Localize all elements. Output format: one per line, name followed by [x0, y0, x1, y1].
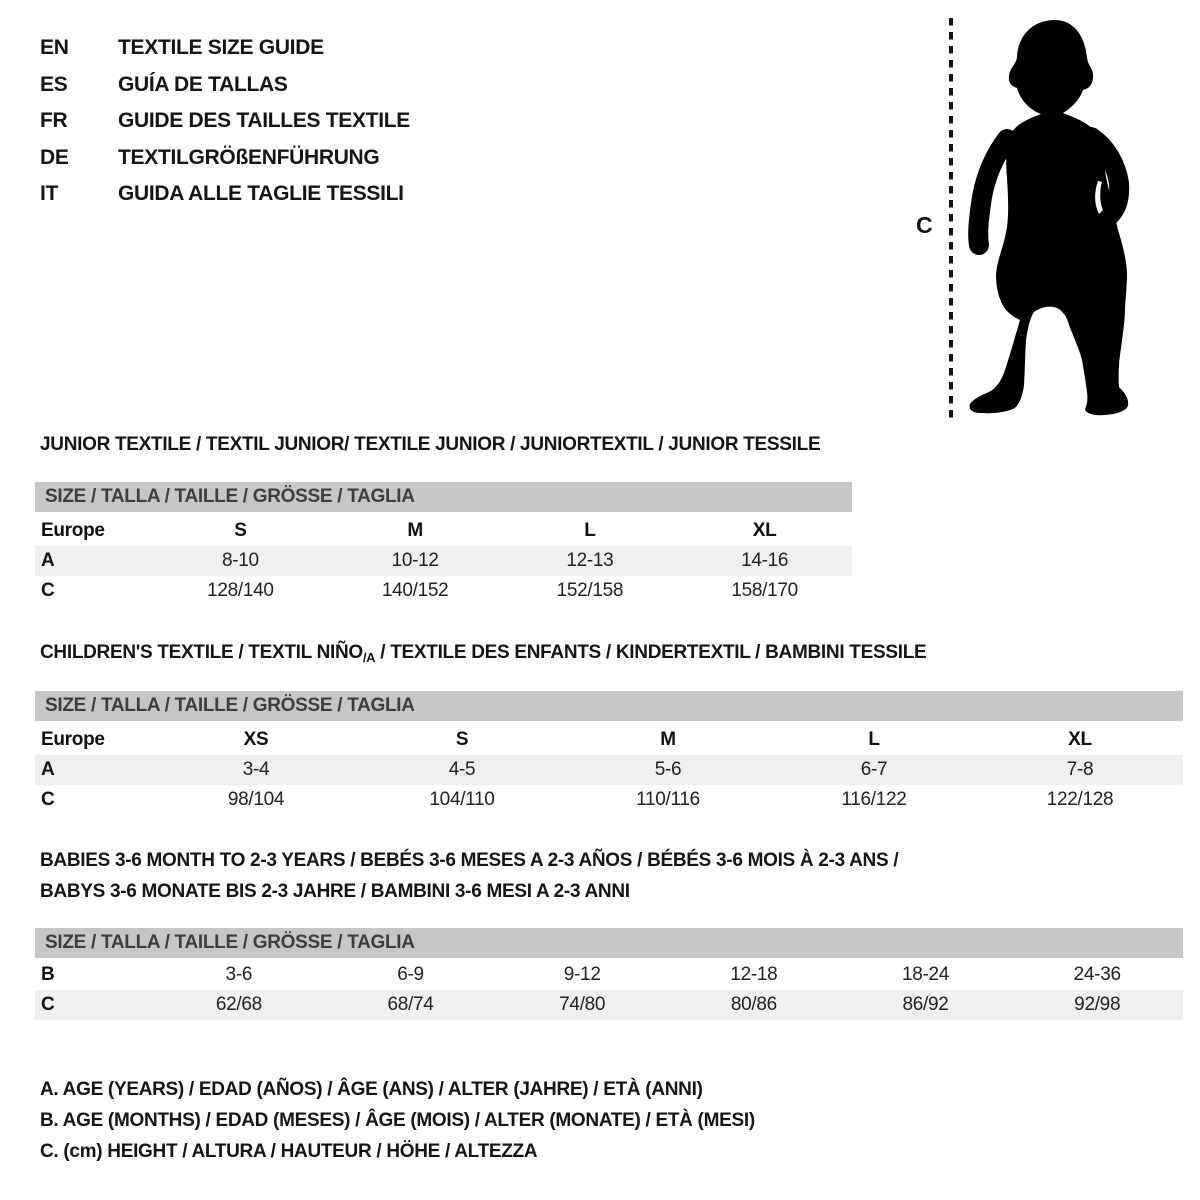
- children-title-subscript: /A: [362, 650, 376, 665]
- table-cell: 12-18: [730, 964, 778, 985]
- list-item: [40, 103, 410, 140]
- row-label: C: [41, 789, 55, 810]
- children-title-text: CHILDREN'S TEXTILE / TEXTIL NIÑO: [40, 642, 363, 663]
- list-item: [40, 140, 410, 177]
- measurement-legend: [40, 1074, 755, 1167]
- table-cell: 104/110: [429, 789, 495, 810]
- height-dashed-line: [947, 16, 955, 418]
- row-label: C: [41, 580, 55, 601]
- table-cell: 128/140: [207, 580, 274, 601]
- size-header-bar: SIZE / TALLA / TAILLE / GRÖSSE / TAGLIA: [35, 691, 1183, 721]
- column-header: S: [234, 520, 247, 541]
- row-label: B: [41, 964, 55, 985]
- table-row: [35, 546, 852, 576]
- column-header: XS: [243, 729, 269, 750]
- junior-section-title: JUNIOR TEXTILE / TEXTIL JUNIOR/ TEXTILE JUNIOR / JUNIORTEXTIL / JUNIOR TESSILE: [40, 434, 821, 455]
- table-cell: 24-36: [1073, 964, 1121, 985]
- column-header: M: [660, 729, 676, 750]
- legend-line-a: A. AGE (YEARS) / EDAD (AÑOS) / ÂGE (ANS) / ALTER (JAHRE) / ETÀ (ANNI): [40, 1079, 703, 1100]
- height-measure-label: C: [916, 212, 933, 238]
- row-label: A: [41, 550, 55, 571]
- table-cell: 6-7: [860, 759, 888, 780]
- table-cell: 9-12: [563, 964, 601, 985]
- table-row: [35, 785, 1183, 815]
- children-size-table: [35, 691, 1183, 815]
- row-label: Europe: [41, 520, 105, 541]
- table-cell: 5-6: [654, 759, 682, 780]
- table-row: [35, 725, 1183, 755]
- legend-line-b: B. AGE (MONTHS) / EDAD (MESES) / ÂGE (MOIS) / ALTER (MONATE) / ETÀ (MESI): [40, 1110, 755, 1131]
- list-item: [40, 67, 410, 104]
- babies-section-title: [40, 845, 898, 907]
- babies-title-line2: BABYS 3-6 MONATE BIS 2-3 JAHRE / BAMBINI 3-6 MESI A 2-3 ANNI: [40, 881, 630, 902]
- table-row: [35, 755, 1183, 785]
- language-code: DE: [40, 145, 69, 169]
- size-header-bar: SIZE / TALLA / TAILLE / GRÖSSE / TAGLIA: [35, 928, 1183, 958]
- table-cell: 18-24: [901, 964, 950, 985]
- table-cell: 4-5: [448, 759, 476, 780]
- column-header: XL: [752, 520, 777, 541]
- language-code: ES: [40, 72, 68, 96]
- children-section-title: [40, 642, 926, 665]
- size-header-bar: SIZE / TALLA / TAILLE / GRÖSSE / TAGLIA: [35, 482, 852, 512]
- table-cell: 98/104: [227, 789, 285, 810]
- guide-title: GUIDA ALLE TAGLIE TESSILI: [118, 182, 404, 206]
- table-cell: 80/86: [730, 994, 777, 1015]
- table-cell: 152/158: [556, 580, 624, 601]
- table-cell: 86/92: [902, 994, 949, 1015]
- babies-title-line1: BABIES 3-6 MONTH TO 2-3 YEARS / BEBÉS 3-6 MESES A 2-3 AÑOS / BÉBÉS 3-6 MOIS À 2-3 ANS /: [40, 850, 899, 871]
- table-cell: 12-13: [566, 550, 614, 571]
- list-item: [40, 176, 410, 213]
- table-cell: 7-8: [1066, 759, 1094, 780]
- toddler-silhouette: [955, 15, 1145, 420]
- babies-size-table: [35, 928, 1183, 1020]
- column-header: L: [584, 520, 596, 541]
- language-code: FR: [40, 109, 68, 133]
- row-label: C: [41, 994, 55, 1015]
- table-cell: 110/116: [636, 789, 700, 810]
- guide-title: TEXTILE SIZE GUIDE: [118, 36, 324, 60]
- list-item: [40, 30, 410, 67]
- column-header: L: [868, 729, 880, 750]
- children-title-text: / TEXTILE DES ENFANTS / KINDERTEXTIL / BAMBINI TESSILE: [375, 642, 927, 663]
- table-row: [35, 990, 1183, 1020]
- table-row: [35, 960, 1183, 990]
- language-code: IT: [40, 182, 59, 206]
- table-cell: 74/80: [559, 994, 606, 1015]
- table-cell: 3-6: [225, 964, 253, 985]
- language-title-list: [40, 30, 410, 213]
- table-cell: 10-12: [391, 550, 439, 571]
- column-header: S: [455, 729, 469, 750]
- legend-line-c: C. (cm) HEIGHT / ALTURA / HAUTEUR / HÖHE / ALTEZZA: [40, 1141, 538, 1162]
- table-cell: 122/128: [1046, 789, 1114, 810]
- table-cell: 3-4: [242, 759, 270, 780]
- row-label: Europe: [41, 729, 105, 750]
- table-cell: 92/98: [1074, 994, 1121, 1015]
- table-cell: 116/122: [841, 789, 907, 810]
- table-cell: 8-10: [221, 550, 259, 571]
- table-cell: 68/74: [387, 994, 434, 1015]
- table-cell: 14-16: [741, 550, 789, 571]
- table-cell: 62/68: [215, 994, 262, 1015]
- table-row: [35, 576, 852, 606]
- table-cell: 158/170: [731, 580, 798, 601]
- table-row: [35, 516, 852, 546]
- guide-title: GUIDE DES TAILLES TEXTILE: [118, 109, 410, 133]
- guide-title: GUÍA DE TALLAS: [118, 72, 288, 96]
- toddler-left-arm: [978, 139, 1007, 245]
- language-code: EN: [40, 36, 69, 60]
- junior-size-table: [35, 482, 852, 606]
- column-header: XL: [1068, 729, 1092, 750]
- table-cell: 6-9: [397, 964, 424, 985]
- row-label: A: [41, 759, 55, 780]
- guide-title: TEXTILGRÖßENFÜHRUNG: [118, 145, 380, 169]
- column-header: M: [407, 520, 423, 541]
- table-cell: 140/152: [381, 580, 449, 601]
